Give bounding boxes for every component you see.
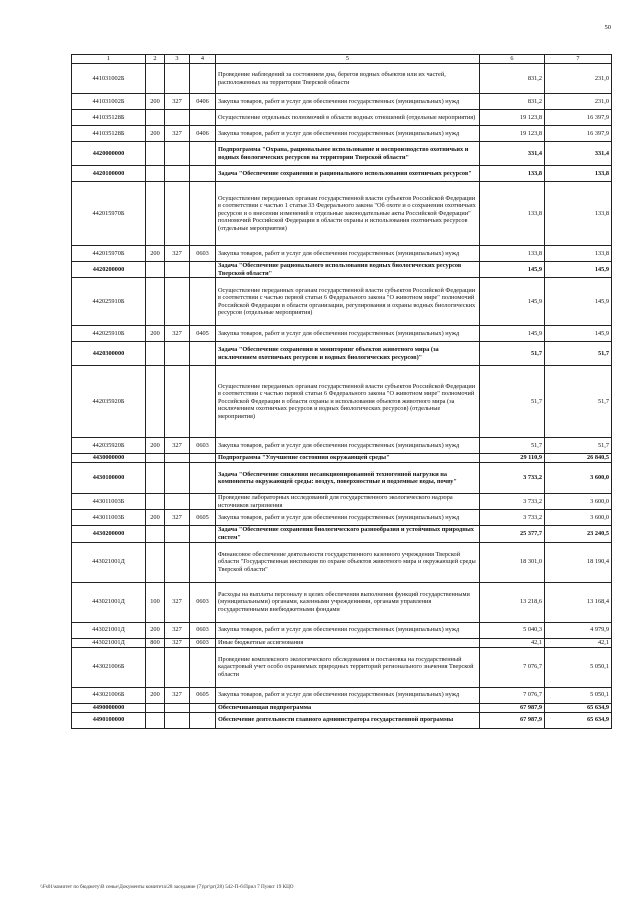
cell-value-col7: 145,9 — [545, 326, 612, 342]
table-row — [72, 687, 612, 703]
cell-description: Задача "Обеспечение снижения несанкционированной техногенной нагрузки на компоненты окружающей среды: воздух, поверхностные и подземные воды, почву" — [216, 463, 480, 494]
cell-description: Подпрограмма "Улучшение состояния окружающей среды" — [216, 454, 480, 463]
cell-ministry: 327 — [165, 246, 190, 262]
cell-section — [190, 703, 216, 712]
cell-code: 4420200000 — [72, 262, 146, 278]
cell-expense-type: 800 — [146, 638, 165, 647]
cell-description: Финансовое обеспечение деятельности государственного казенного учреждения Тверской области "Государственная инспекция по охране объектов животного мира и окружающей среды Тверской области" — [216, 542, 480, 582]
cell-description: Осуществление отдельных полномочий в области водных отношений (отдельные мероприятия) — [216, 110, 480, 126]
cell-ministry — [165, 712, 190, 728]
table-row — [72, 166, 612, 182]
cell-expense-type: 200 — [146, 326, 165, 342]
table-row — [72, 463, 612, 494]
cell-section — [190, 712, 216, 728]
cell-description: Задача "Обеспечение сохранения и рационального использования охотничьих ресурсов" — [216, 166, 480, 182]
cell-code: 443011003Б — [72, 494, 146, 510]
cell-section: 0605 — [190, 510, 216, 526]
cell-ministry — [165, 526, 190, 542]
cell-ministry — [165, 142, 190, 166]
cell-code: 442015970Б — [72, 246, 146, 262]
page-number: 50 — [604, 24, 611, 31]
cell-expense-type — [146, 703, 165, 712]
cell-section — [190, 542, 216, 582]
cell-expense-type: 200 — [146, 94, 165, 110]
cell-section — [190, 182, 216, 246]
cell-expense-type — [146, 262, 165, 278]
cell-ministry — [165, 64, 190, 94]
cell-description: Закупка товаров, работ и услуг для обеспечения государственных (муниципальных) нужд — [216, 326, 480, 342]
cell-description: Задача "Обеспечение рационального использования водных биологических ресурсов Тверской области" — [216, 262, 480, 278]
cell-ministry — [165, 463, 190, 494]
table-row — [72, 278, 612, 326]
cell-code: 4420300000 — [72, 342, 146, 366]
table-row — [72, 142, 612, 166]
cell-value-col7: 145,9 — [545, 278, 612, 326]
cell-expense-type — [146, 278, 165, 326]
cell-value-col6: 145,9 — [480, 262, 545, 278]
cell-section — [190, 166, 216, 182]
cell-section: 0603 — [190, 622, 216, 638]
header-cell-6: 6 — [480, 55, 545, 64]
cell-value-col7: 3 600,0 — [545, 510, 612, 526]
table-row — [72, 542, 612, 582]
cell-ministry: 327 — [165, 582, 190, 622]
cell-section: 0603 — [190, 582, 216, 622]
cell-value-col7: 5 050,1 — [545, 687, 612, 703]
cell-expense-type: 200 — [146, 126, 165, 142]
cell-code: 4490000000 — [72, 703, 146, 712]
cell-value-col7: 133,8 — [545, 246, 612, 262]
cell-description: Закупка товаров, работ и услуг для обеспечения государственных (муниципальных) нужд — [216, 687, 480, 703]
cell-ministry — [165, 366, 190, 438]
cell-code: 442025910Б — [72, 278, 146, 326]
cell-code: 441035128Б — [72, 110, 146, 126]
cell-section — [190, 142, 216, 166]
table-row — [72, 494, 612, 510]
cell-value-col7: 231,0 — [545, 64, 612, 94]
table-row — [72, 64, 612, 94]
cell-description: Закупка товаров, работ и услуг для обеспечения государственных (муниципальных) нужд — [216, 94, 480, 110]
header-cell-1: 1 — [72, 55, 146, 64]
cell-ministry: 327 — [165, 687, 190, 703]
cell-expense-type — [146, 366, 165, 438]
cell-value-col6: 51,7 — [480, 438, 545, 454]
cell-value-col7: 331,4 — [545, 142, 612, 166]
cell-code: 443021006Б — [72, 647, 146, 687]
cell-value-col7: 3 600,0 — [545, 463, 612, 494]
cell-section: 0603 — [190, 438, 216, 454]
cell-value-col7: 133,8 — [545, 182, 612, 246]
cell-value-col6: 13 218,6 — [480, 582, 545, 622]
table-row — [72, 326, 612, 342]
header-cell-4: 4 — [190, 55, 216, 64]
cell-expense-type: 200 — [146, 246, 165, 262]
cell-ministry: 327 — [165, 638, 190, 647]
cell-section: 0406 — [190, 94, 216, 110]
cell-expense-type — [146, 142, 165, 166]
cell-value-col7: 51,7 — [545, 366, 612, 438]
cell-value-col6: 51,7 — [480, 366, 545, 438]
table-row — [72, 526, 612, 542]
cell-ministry — [165, 262, 190, 278]
cell-section — [190, 366, 216, 438]
header-cell-7: 7 — [545, 55, 612, 64]
cell-section — [190, 454, 216, 463]
cell-description: Проведение наблюдений за состоянием дна, берегов водных объектов или их частей, расположенных на территории Тверской области — [216, 64, 480, 94]
table-row — [72, 638, 612, 647]
cell-value-col6: 145,9 — [480, 278, 545, 326]
cell-section — [190, 278, 216, 326]
cell-section — [190, 342, 216, 366]
cell-code: 441031002Б — [72, 64, 146, 94]
cell-expense-type — [146, 166, 165, 182]
cell-expense-type: 100 — [146, 582, 165, 622]
cell-section — [190, 110, 216, 126]
cell-ministry: 327 — [165, 126, 190, 142]
cell-ministry — [165, 494, 190, 510]
cell-value-col6: 133,8 — [480, 166, 545, 182]
cell-description: Обеспечивающая подпрограмма — [216, 703, 480, 712]
cell-value-col6: 19 123,8 — [480, 110, 545, 126]
cell-code: 441031002Б — [72, 94, 146, 110]
table-row — [72, 582, 612, 622]
cell-description: Проведение лабораторных исследований для государственного экологического надзора источников загрязнения — [216, 494, 480, 510]
cell-expense-type — [146, 494, 165, 510]
cell-description: Осуществление переданных органам государственной власти субъектов Российской Федерации в соответствии с частью первой статьи 6 Федерального закона "О животном мире" полномочий Российской Федерации в области организации, регулирования и охраны водных биологических ресурсов (отдельные мероприятия) — [216, 278, 480, 326]
cell-value-col6: 7 076,7 — [480, 687, 545, 703]
table-row — [72, 110, 612, 126]
cell-section: 0406 — [190, 126, 216, 142]
cell-description: Закупка товаров, работ и услуг для обеспечения государственных (муниципальных) нужд — [216, 246, 480, 262]
cell-expense-type: 200 — [146, 510, 165, 526]
cell-value-col6: 42,1 — [480, 638, 545, 647]
table-row — [72, 342, 612, 366]
cell-description: Подпрограмма "Охрана, рациональное использование и воспроизводство охотничьих и водных биологических ресурсов на территории Тверской области" — [216, 142, 480, 166]
cell-value-col6: 25 377,7 — [480, 526, 545, 542]
cell-value-col7: 5 050,1 — [545, 647, 612, 687]
cell-code: 4490100000 — [72, 712, 146, 728]
cell-code: 441035128Б — [72, 126, 146, 142]
cell-value-col6: 51,7 — [480, 342, 545, 366]
cell-code: 4420100000 — [72, 166, 146, 182]
cell-section: 0603 — [190, 246, 216, 262]
cell-value-col7: 3 600,0 — [545, 494, 612, 510]
cell-expense-type — [146, 454, 165, 463]
table-row — [72, 94, 612, 110]
cell-value-col7: 13 168,4 — [545, 582, 612, 622]
cell-description: Закупка товаров, работ и услуг для обеспечения государственных (муниципальных) нужд — [216, 510, 480, 526]
cell-ministry: 327 — [165, 94, 190, 110]
cell-ministry: 327 — [165, 438, 190, 454]
cell-value-col7: 65 634,9 — [545, 703, 612, 712]
table-row — [72, 182, 612, 246]
cell-expense-type — [146, 182, 165, 246]
cell-ministry — [165, 454, 190, 463]
cell-description: Проведение комплексного экологического обследования и постановка на государственный кадастровый учет особо охраняемых природных территорий регионального значения Тверской области — [216, 647, 480, 687]
cell-value-col6: 67 987,9 — [480, 712, 545, 728]
table-body — [72, 64, 612, 729]
cell-value-col7: 51,7 — [545, 438, 612, 454]
cell-value-col7: 4 979,9 — [545, 622, 612, 638]
cell-description: Обеспечение деятельности главного администратора государственной программы — [216, 712, 480, 728]
cell-value-col6: 5 040,3 — [480, 622, 545, 638]
cell-ministry: 327 — [165, 326, 190, 342]
table-row — [72, 510, 612, 526]
cell-section — [190, 494, 216, 510]
cell-value-col7: 16 397,9 — [545, 110, 612, 126]
cell-description: Задача "Обеспечение сохранения биологического разнообразия и устойчивых природных систем" — [216, 526, 480, 542]
cell-section: 0605 — [190, 687, 216, 703]
cell-code: 4430000000 — [72, 454, 146, 463]
cell-value-col7: 145,9 — [545, 262, 612, 278]
cell-value-col6: 831,2 — [480, 64, 545, 94]
cell-code: 443021006Б — [72, 687, 146, 703]
cell-expense-type — [146, 712, 165, 728]
cell-value-col7: 18 190,4 — [545, 542, 612, 582]
table-row — [72, 366, 612, 438]
cell-description: Осуществление переданных органам государственной власти субъектов Российской Федерации в соответствии с частью первой статьи 6 Федерального закона "О животном мире" полномочий Российской Федерации в области охраны и использования объектов животного мира (за исключением охотничьих ресурсов и водных биологических ресурсов) (отдельные мероприятия) — [216, 366, 480, 438]
budget-table — [71, 54, 612, 729]
cell-expense-type — [146, 542, 165, 582]
cell-description: Расходы на выплаты персоналу в целях обеспечения выполнения функций государственными (муниципальными) органами, казенными учреждениями, органами управления государственными внебюджетными фондами — [216, 582, 480, 622]
cell-value-col7: 23 240,5 — [545, 526, 612, 542]
cell-section: 0405 — [190, 326, 216, 342]
cell-ministry — [165, 166, 190, 182]
cell-value-col6: 7 076,7 — [480, 647, 545, 687]
table-header-row — [72, 55, 612, 64]
cell-value-col6: 145,9 — [480, 326, 545, 342]
cell-ministry — [165, 342, 190, 366]
cell-ministry: 327 — [165, 622, 190, 638]
table-row — [72, 246, 612, 262]
table-row — [72, 703, 612, 712]
cell-value-col6: 18 301,0 — [480, 542, 545, 582]
cell-expense-type — [146, 110, 165, 126]
table-row — [72, 262, 612, 278]
cell-value-col7: 16 397,9 — [545, 126, 612, 142]
cell-code: 443021001Д — [72, 582, 146, 622]
header-cell-2: 2 — [146, 55, 165, 64]
cell-code: 443011003Б — [72, 510, 146, 526]
header-cell-3: 3 — [165, 55, 190, 64]
cell-ministry — [165, 703, 190, 712]
cell-ministry — [165, 647, 190, 687]
cell-expense-type — [146, 647, 165, 687]
cell-value-col6: 19 123,8 — [480, 126, 545, 142]
cell-value-col7: 231,0 — [545, 94, 612, 110]
cell-section — [190, 526, 216, 542]
cell-expense-type — [146, 64, 165, 94]
table-row — [72, 712, 612, 728]
cell-value-col7: 51,7 — [545, 342, 612, 366]
cell-code: 4430200000 — [72, 526, 146, 542]
table-row — [72, 622, 612, 638]
cell-expense-type — [146, 463, 165, 494]
cell-value-col6: 3 733,2 — [480, 510, 545, 526]
table-row — [72, 454, 612, 463]
table-row — [72, 438, 612, 454]
cell-value-col6: 29 110,9 — [480, 454, 545, 463]
cell-value-col7: 133,8 — [545, 166, 612, 182]
cell-section — [190, 647, 216, 687]
cell-value-col6: 3 733,2 — [480, 463, 545, 494]
cell-value-col6: 3 733,2 — [480, 494, 545, 510]
cell-value-col6: 331,4 — [480, 142, 545, 166]
cell-value-col6: 67 987,9 — [480, 703, 545, 712]
header-cell-5: 5 — [216, 55, 480, 64]
cell-value-col6: 133,8 — [480, 246, 545, 262]
cell-code: 443021001Д — [72, 638, 146, 647]
cell-expense-type — [146, 526, 165, 542]
cell-section: 0603 — [190, 638, 216, 647]
cell-description: Закупка товаров, работ и услуг для обеспечения государственных (муниципальных) нужд — [216, 438, 480, 454]
cell-code: 443021001Д — [72, 542, 146, 582]
cell-value-col7: 65 634,9 — [545, 712, 612, 728]
cell-description: Иные бюджетные ассигнования — [216, 638, 480, 647]
cell-ministry — [165, 278, 190, 326]
cell-expense-type — [146, 342, 165, 366]
cell-description: Осуществление переданных органам государственной власти субъектов Российской Федерации в соответствии с частью 1 статьи 33 Федерального закона "Об охоте и о сохранении охотничьих ресурсов и о внесении изменений в отдельные законодательные акты Российской Федерации" полномочий Российской Федерации в области охраны и использования охотничьих ресурсов (отдельные мероприятия) — [216, 182, 480, 246]
cell-ministry — [165, 542, 190, 582]
cell-expense-type: 200 — [146, 438, 165, 454]
cell-value-col7: 26 840,5 — [545, 454, 612, 463]
cell-section — [190, 463, 216, 494]
file-path-footer: \\Fs01\комитет по бюджету\В сенье\Документы комитета\28 заседание (7)\рг\рг(28) 542-П-6\Прил 7 Пункт 19 КЦО — [40, 884, 294, 890]
cell-section — [190, 262, 216, 278]
cell-value-col7: 42,1 — [545, 638, 612, 647]
cell-section — [190, 64, 216, 94]
cell-code: 442035920Б — [72, 438, 146, 454]
cell-value-col6: 831,2 — [480, 94, 545, 110]
cell-expense-type: 200 — [146, 622, 165, 638]
cell-code: 442025910Б — [72, 326, 146, 342]
cell-code: 4420000000 — [72, 142, 146, 166]
table-row — [72, 647, 612, 687]
cell-ministry: 327 — [165, 510, 190, 526]
cell-code: 4430100000 — [72, 463, 146, 494]
cell-ministry — [165, 110, 190, 126]
cell-code: 443021001Д — [72, 622, 146, 638]
cell-expense-type: 200 — [146, 687, 165, 703]
cell-value-col6: 133,8 — [480, 182, 545, 246]
cell-code: 442035920Б — [72, 366, 146, 438]
cell-code: 442015970Б — [72, 182, 146, 246]
cell-ministry — [165, 182, 190, 246]
table-row — [72, 126, 612, 142]
cell-description: Задача "Обеспечение сохранения и мониторинг объектов животного мира (за исключением охотничьих ресурсов и водных биологических ресурсов)" — [216, 342, 480, 366]
cell-description: Закупка товаров, работ и услуг для обеспечения государственных (муниципальных) нужд — [216, 126, 480, 142]
cell-description: Закупка товаров, работ и услуг для обеспечения государственных (муниципальных) нужд — [216, 622, 480, 638]
